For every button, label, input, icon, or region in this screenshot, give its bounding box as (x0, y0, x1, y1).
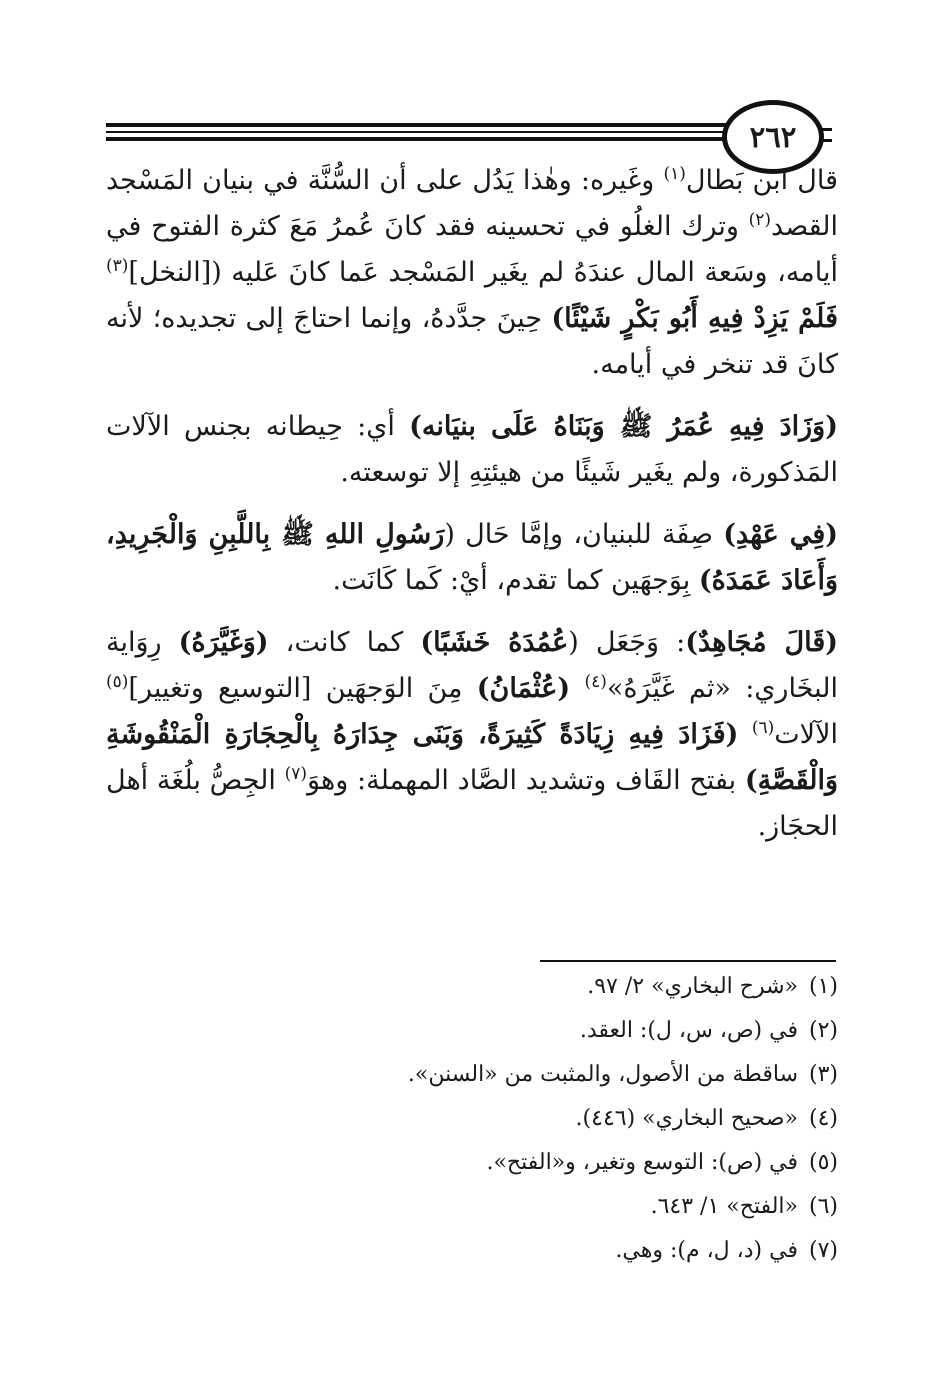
commentary-text: رِوَاية البخَاري: «ثم غَيَّرَهُ» (106, 627, 838, 704)
page-header (0, 0, 948, 170)
header-rule-top (106, 123, 748, 127)
paragraph (106, 404, 838, 496)
paragraph (106, 512, 838, 604)
commentary-text: مِنَ الوَجهَين [التوسيع وتغيير] (128, 673, 477, 704)
footnote-number: (٣) (808, 1062, 838, 1087)
commentary-text: قال ابن بَطال (685, 165, 838, 196)
footnote-ref: (٤) (584, 672, 607, 692)
hadith-text: فَلَمْ يَزِدْ فِيهِ أَبُو بَكْرٍ شَيْئًا) (551, 303, 838, 334)
footnote-ref: (٢) (748, 210, 772, 230)
commentary-text: وترك الغلُو في تحسينه فقد كانَ عُمرُ مَعَ كثرة الفتوح في أيامه، وسَعة المال عندَهُ لم يغَير المَسْجد عَما كانَ عَليه ([النخل] (106, 211, 838, 288)
footnote-text: في (ص): التوسع وتغير، و«الفتح». (486, 1150, 798, 1175)
footnote (106, 1053, 838, 1097)
footnote-number: (٦) (808, 1194, 838, 1219)
footnote (106, 965, 838, 1009)
footnote-ref: (٧) (284, 764, 308, 784)
header-rule-bottom (106, 137, 748, 141)
footnote-text: ساقطة من الأصول، والمثبت من «السنن». (407, 1062, 798, 1087)
hadith-text: (وَغَيَّرَهُ) (178, 627, 269, 658)
footnote (106, 1141, 838, 1185)
hadith-text: (فِي عَهْدِ) (723, 519, 838, 550)
footnote (106, 1229, 838, 1273)
header-rule-middle (106, 131, 748, 133)
footnote-ref: (٣) (106, 256, 129, 276)
footnote-text: «شرح البخاري» ٢/ ٩٧. (587, 974, 798, 999)
hadith-text: (وَزَادَ فِيهِ عُمَرُ ﷺ وَبَنَاهُ عَلَى بنيَانه) (409, 411, 838, 442)
hadith-text: رَسُولِ اللهِ ﷺ بِاللَّبِنِ وَالْجَرِيدِ، وَأَعَادَ عَمَدَهُ) (106, 519, 838, 596)
footnote-text: في (ص، س، ل): العقد. (579, 1018, 798, 1043)
footnote-number: (٧) (808, 1238, 838, 1263)
footnote-number: (٢) (808, 1018, 838, 1043)
commentary-text: صِفَة للبنيان، وإمَّا حَال ( (444, 519, 724, 550)
commentary-text: الآلات (774, 719, 838, 750)
footnote-number: (٤) (808, 1106, 838, 1131)
footnote-ref: (٦) (751, 718, 775, 738)
commentary-text: حِينَ جدَّدهُ، وإنما احتاجَ إلى تجديده؛ لأنه كانَ قد تنخر في أيامه. (106, 303, 838, 380)
footnote-text: «الفتح» ١/ ٦٤٣. (650, 1194, 798, 1219)
paragraph (106, 620, 838, 850)
paragraph (106, 158, 838, 388)
commentary-text: الجِصُّ بلُغَة أهل الحجَاز. (106, 765, 838, 842)
commentary-text (738, 719, 751, 750)
footnote-number: (٥) (808, 1150, 838, 1175)
footnote-ref: (٥) (106, 672, 129, 692)
hadith-text: عُمُدَهُ خَشَبًا) (420, 627, 569, 658)
hadith-text: (عُثْمَانُ) (476, 673, 571, 704)
commentary-text: بفتح القَاف وتشديد الصَّاد المهملة: وهوَ (307, 765, 745, 796)
commentary-text: بِوَجهَين كما تقدم، أيْ: كَما كَانَت. (332, 565, 699, 596)
commentary-text: وغَيره: وهٰذا يَدُل على أن السُّنَّة في بنيان المَسْجد القصد (106, 165, 838, 242)
footnote-separator (540, 960, 836, 962)
hadith-text: (قَالَ مُجَاهِدٌ) (685, 627, 839, 658)
footnote-text: في (د، ل، م): وهي. (615, 1238, 798, 1263)
main-text (106, 158, 838, 850)
page-number: ٢٦٢ (749, 120, 797, 154)
footnote-text: «صحيح البخاري» (٤٤٦). (575, 1106, 798, 1131)
commentary-text: : وَجَعَل ( (568, 627, 686, 658)
commentary-text: كما كانت، (268, 627, 421, 658)
footnote-number: (١) (808, 974, 838, 999)
hadith-text: (فَزَادَ فِيهِ زِيَادَةً كَثِيرَةً، وَبَنَى جِدَارَهُ بِالْحِجَارَةِ الْمَنْقُوشَةِ وَالْقَصَّةِ) (106, 719, 838, 796)
footnote-ref: (١) (663, 164, 686, 184)
footnote (106, 1009, 838, 1053)
footnotes (106, 965, 838, 1273)
footnote (106, 1097, 838, 1141)
commentary-text (570, 673, 584, 704)
footnote (106, 1185, 838, 1229)
commentary-text: أي: حِيطانه بجنس الآلات المَذكورة، ولم يغَير شَيئًا من هيئتِهِ إلا توسعته. (106, 411, 838, 488)
